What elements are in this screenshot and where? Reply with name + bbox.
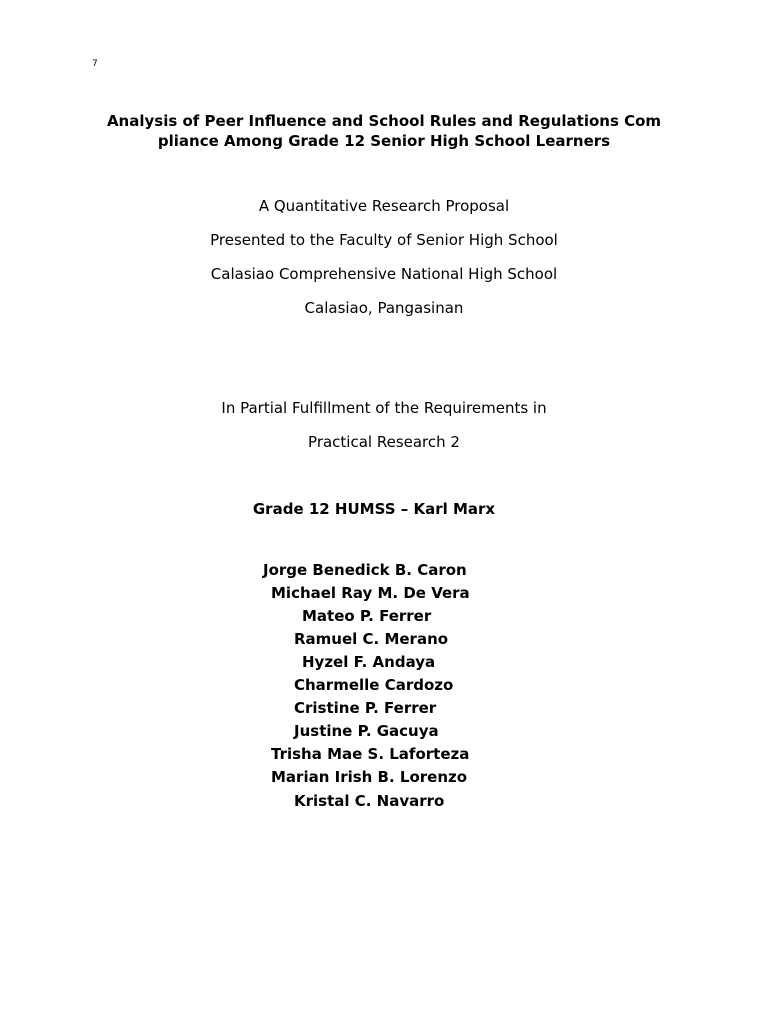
course-name: Practical Research 2	[308, 433, 460, 451]
author-name: Jorge Benedick B. Caron	[263, 561, 467, 579]
author-name: Mateo P. Ferrer	[302, 607, 432, 625]
author-name: Cristine P. Ferrer	[294, 699, 437, 717]
page-number: 7	[92, 59, 98, 69]
author-name: Hyzel F. Andaya	[302, 653, 436, 671]
section-name: Grade 12 HUMSS – Karl Marx	[252, 500, 496, 518]
research-title	[96, 111, 672, 151]
school-name: Calasiao Comprehensive National High School	[210, 265, 558, 283]
school-location: Calasiao, Pangasinan	[304, 299, 464, 317]
title-line-1: Analysis of Peer Influence and School Rules and Regulations Com	[106, 112, 662, 130]
author-name: Ramuel C. Merano	[294, 630, 449, 648]
author-name: Marian Irish B. Lorenzo	[271, 768, 468, 786]
author-name: Charmelle Cardozo	[294, 676, 454, 694]
presented-to: Presented to the Faculty of Senior High School	[210, 231, 558, 249]
author-name: Michael Ray M. De Vera	[271, 584, 470, 602]
author-name: Kristal C. Navarro	[294, 792, 445, 810]
fulfillment-line: In Partial Fulfillment of the Requirements in	[221, 399, 547, 417]
title-line-2: pliance Among Grade 12 Senior High School Learners	[157, 132, 611, 150]
author-name: Trisha Mae S. Laforteza	[271, 745, 470, 763]
proposal-type: A Quantitative Research Proposal	[258, 197, 510, 215]
author-name: Justine P. Gacuya	[294, 722, 439, 740]
